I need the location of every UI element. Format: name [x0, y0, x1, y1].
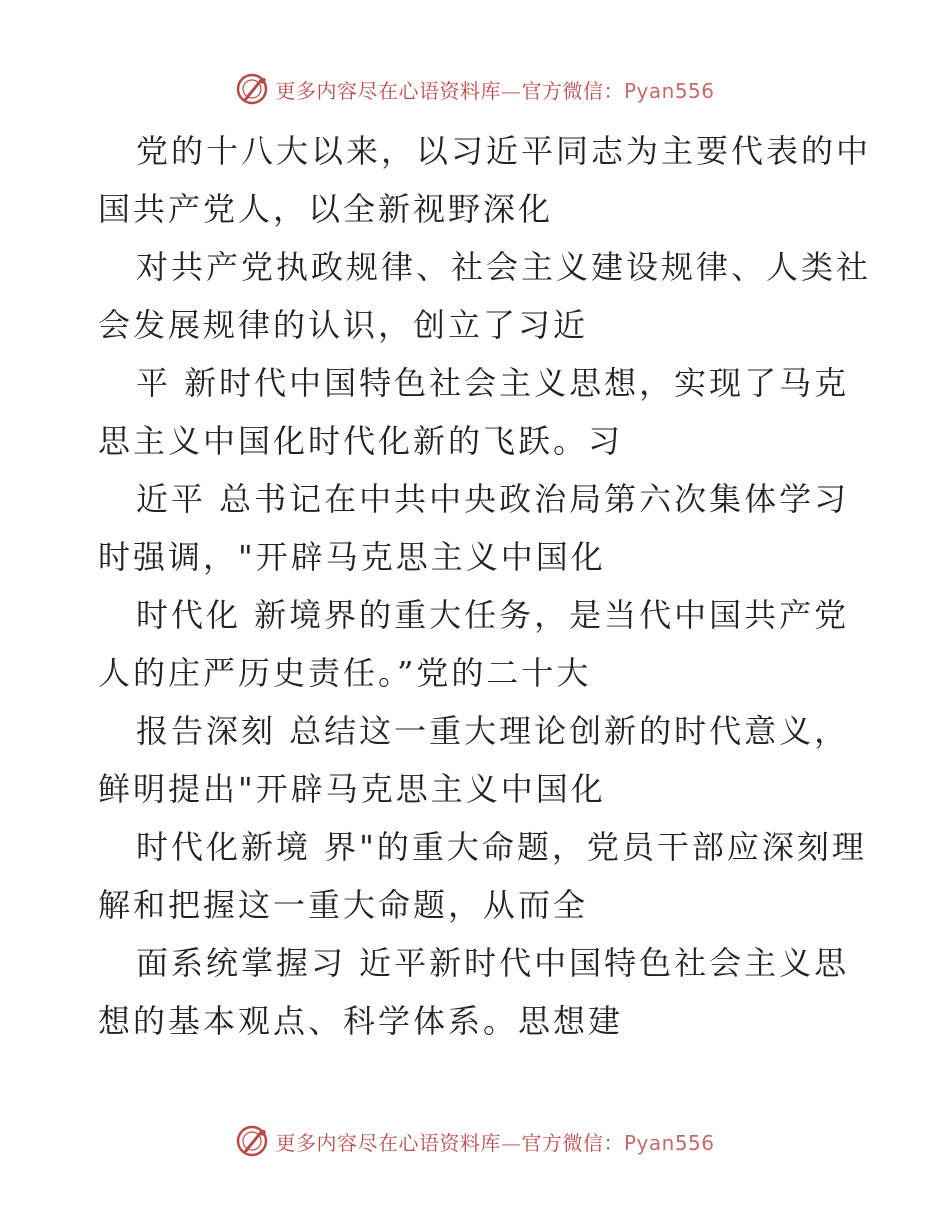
paragraph — [98, 934, 858, 1050]
paragraph-first-line: 报告深刻 总结这一重大理论创新的时代意义， — [136, 712, 850, 750]
watermark-separator: — — [500, 1130, 522, 1155]
watermark-brand-text: 更多内容尽在心语资料库 — [275, 1130, 501, 1155]
paragraph-second-line: 会发展规律的认识，创立了习近 — [98, 306, 589, 344]
body-text — [98, 122, 872, 1050]
watermark-wechat-id: Pyan556 — [623, 78, 715, 103]
paragraph — [98, 586, 858, 702]
paragraph-second-line: 思主义中国化时代化新的飞跃。习 — [98, 422, 624, 460]
quill-logo-icon — [235, 72, 269, 106]
paragraph — [98, 354, 858, 470]
paragraph-first-line: 平 新时代中国特色社会主义思想，实现了马克 — [136, 364, 850, 402]
paragraph-first-line: 对共产党执政规律、社会主义建设规律、人类社 — [136, 248, 872, 286]
watermark-brand-text: 更多内容尽在心语资料库 — [275, 78, 501, 103]
paragraph-second-line: 鲜明提出"开辟马克思主义中国化 — [98, 770, 606, 808]
watermark-separator: — — [500, 78, 522, 103]
paragraph — [98, 238, 872, 354]
paragraph-first-line: 党的十八大以来，以习近平同志为主要代表的中 — [136, 132, 872, 170]
watermark-wechat-id: Pyan556 — [623, 1130, 715, 1155]
watermark-wechat-label: 官方微信： — [521, 1130, 624, 1155]
paragraph — [98, 470, 858, 586]
paragraph-first-line: 时代化 新境界的重大任务，是当代中国共产党 — [136, 596, 850, 634]
footer-watermark — [0, 1124, 950, 1158]
paragraph-second-line: 想的基本观点、科学体系。思想建 — [98, 1002, 624, 1040]
quill-logo-icon — [235, 1124, 269, 1158]
paragraph-second-line: 时强调，"开辟马克思主义中国化 — [98, 538, 606, 576]
paragraph-second-line: 国共产党人，以全新视野深化 — [98, 190, 554, 228]
paragraph-first-line: 时代化新境 界"的重大命题，党员干部应深刻理 — [136, 828, 867, 866]
header-watermark — [0, 72, 950, 106]
paragraph-second-line: 解和把握这一重大命题，从而全 — [98, 886, 589, 924]
paragraph — [98, 122, 872, 238]
watermark-wechat-label: 官方微信： — [521, 78, 624, 103]
paragraph-second-line: 人的庄严历史责任。”党的二十大 — [98, 654, 592, 692]
paragraph-first-line: 面系统掌握习 近平新时代中国特色社会主义思 — [136, 944, 850, 982]
paragraph-first-line: 近平 总书记在中共中央政治局第六次集体学习 — [136, 480, 850, 518]
paragraph — [98, 818, 867, 934]
paragraph — [98, 702, 858, 818]
